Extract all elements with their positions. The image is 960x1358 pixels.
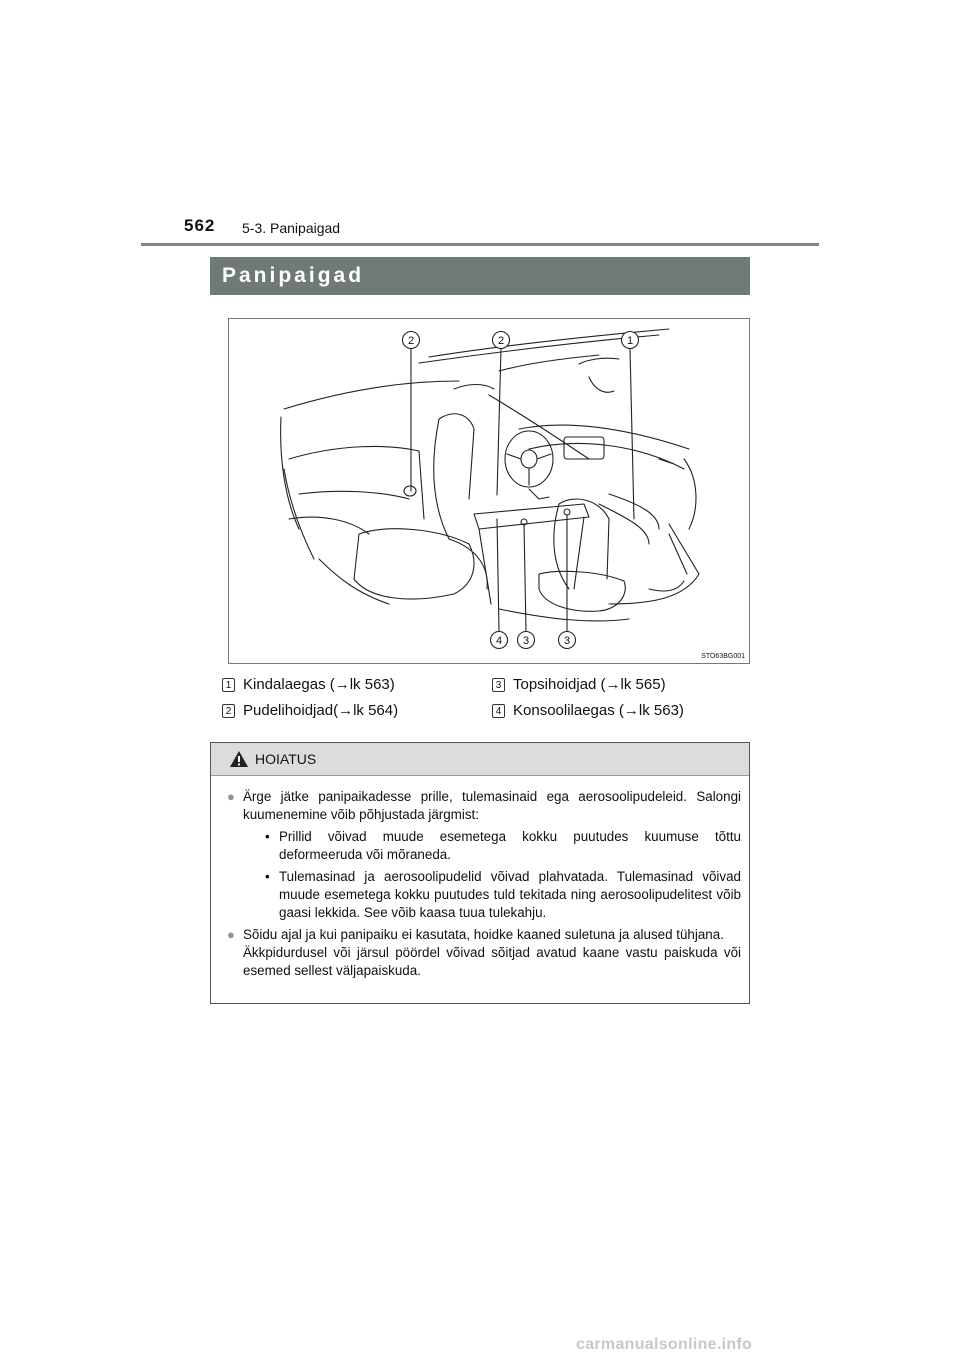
figure-legend [0,672,960,732]
warning-subitem [261,828,741,864]
car-interior-illustration [229,319,750,664]
warning-text: Sõidu ajal ja kui panipaiku ei kasutata, hoidke kaaned suletuna ja alused tühjana. [243,927,724,942]
callout-2b: 2 [497,335,505,347]
sub-bullet-icon: • [265,869,270,884]
warning-title: HOIATUS [255,751,317,767]
warning-subitem [261,868,741,922]
warning-paragraph [225,788,741,922]
legend-item [492,702,684,719]
warning-triangle-icon [229,750,249,768]
warning-text: Ärge jätke panipaikadesse prille, tulemasinaid ega aerosoolipudeleid. Salongi kuumenemine võib põhjustada järgmist: [243,789,741,822]
warning-text: Äkkpidurdusel või järsul pöördel võivad sõitjad avatud kaane vastu paiskuda või esemed sellest väljapaiskuda. [243,945,741,978]
legend-number: 3 [492,678,505,692]
warning-body [211,776,749,980]
warning-subitem-text: Prillid võivad muude esemetega kokku puutudes kuumuse tõttu deformeeruda või mõraneda. [279,829,741,862]
bullet-icon: ● [227,789,235,804]
legend-text: Kindalaegas (→lk 563) [243,676,395,693]
page-title: Panipaigad [210,257,750,295]
legend-text: Topsihoidjad (→lk 565) [513,676,666,693]
callout-3b: 3 [563,635,571,647]
callout-1: 1 [626,335,634,347]
warning-header [211,743,749,776]
legend-number: 1 [222,678,235,692]
bullet-icon: ● [227,927,235,942]
legend-number: 4 [492,704,505,718]
sub-bullet-icon: • [265,829,270,844]
warning-paragraph [225,926,741,980]
legend-text: Pudelihoidjad(→lk 564) [243,702,399,719]
section-label: 5-3. Panipaigad [242,220,341,236]
legend-text: Konsoolilaegas (→lk 563) [513,702,684,719]
watermark: carmanualsonline.info [576,1336,753,1353]
header-rule [141,243,819,246]
legend-item [222,676,395,693]
legend-number: 2 [222,704,235,718]
legend-item [222,702,398,719]
legend-item [492,676,666,693]
warning-subitem-text: Tulemasinad ja aerosoolipudelid võivad plahvatada. Tulemasinad võivad muude esemetega kokku puutudes tuld tekitada ning aerosoolipudelitest võib gaasi lekkida. See võib kaasa tuua tulekahju. [279,869,741,920]
callout-2a: 2 [407,335,415,347]
page-number: 562 [184,216,216,235]
callout-4: 4 [495,635,503,647]
callout-3a: 3 [522,635,530,647]
warning-box [210,742,750,1004]
figure-code: STO63BG001 [701,653,745,660]
car-interior-figure [228,318,750,664]
